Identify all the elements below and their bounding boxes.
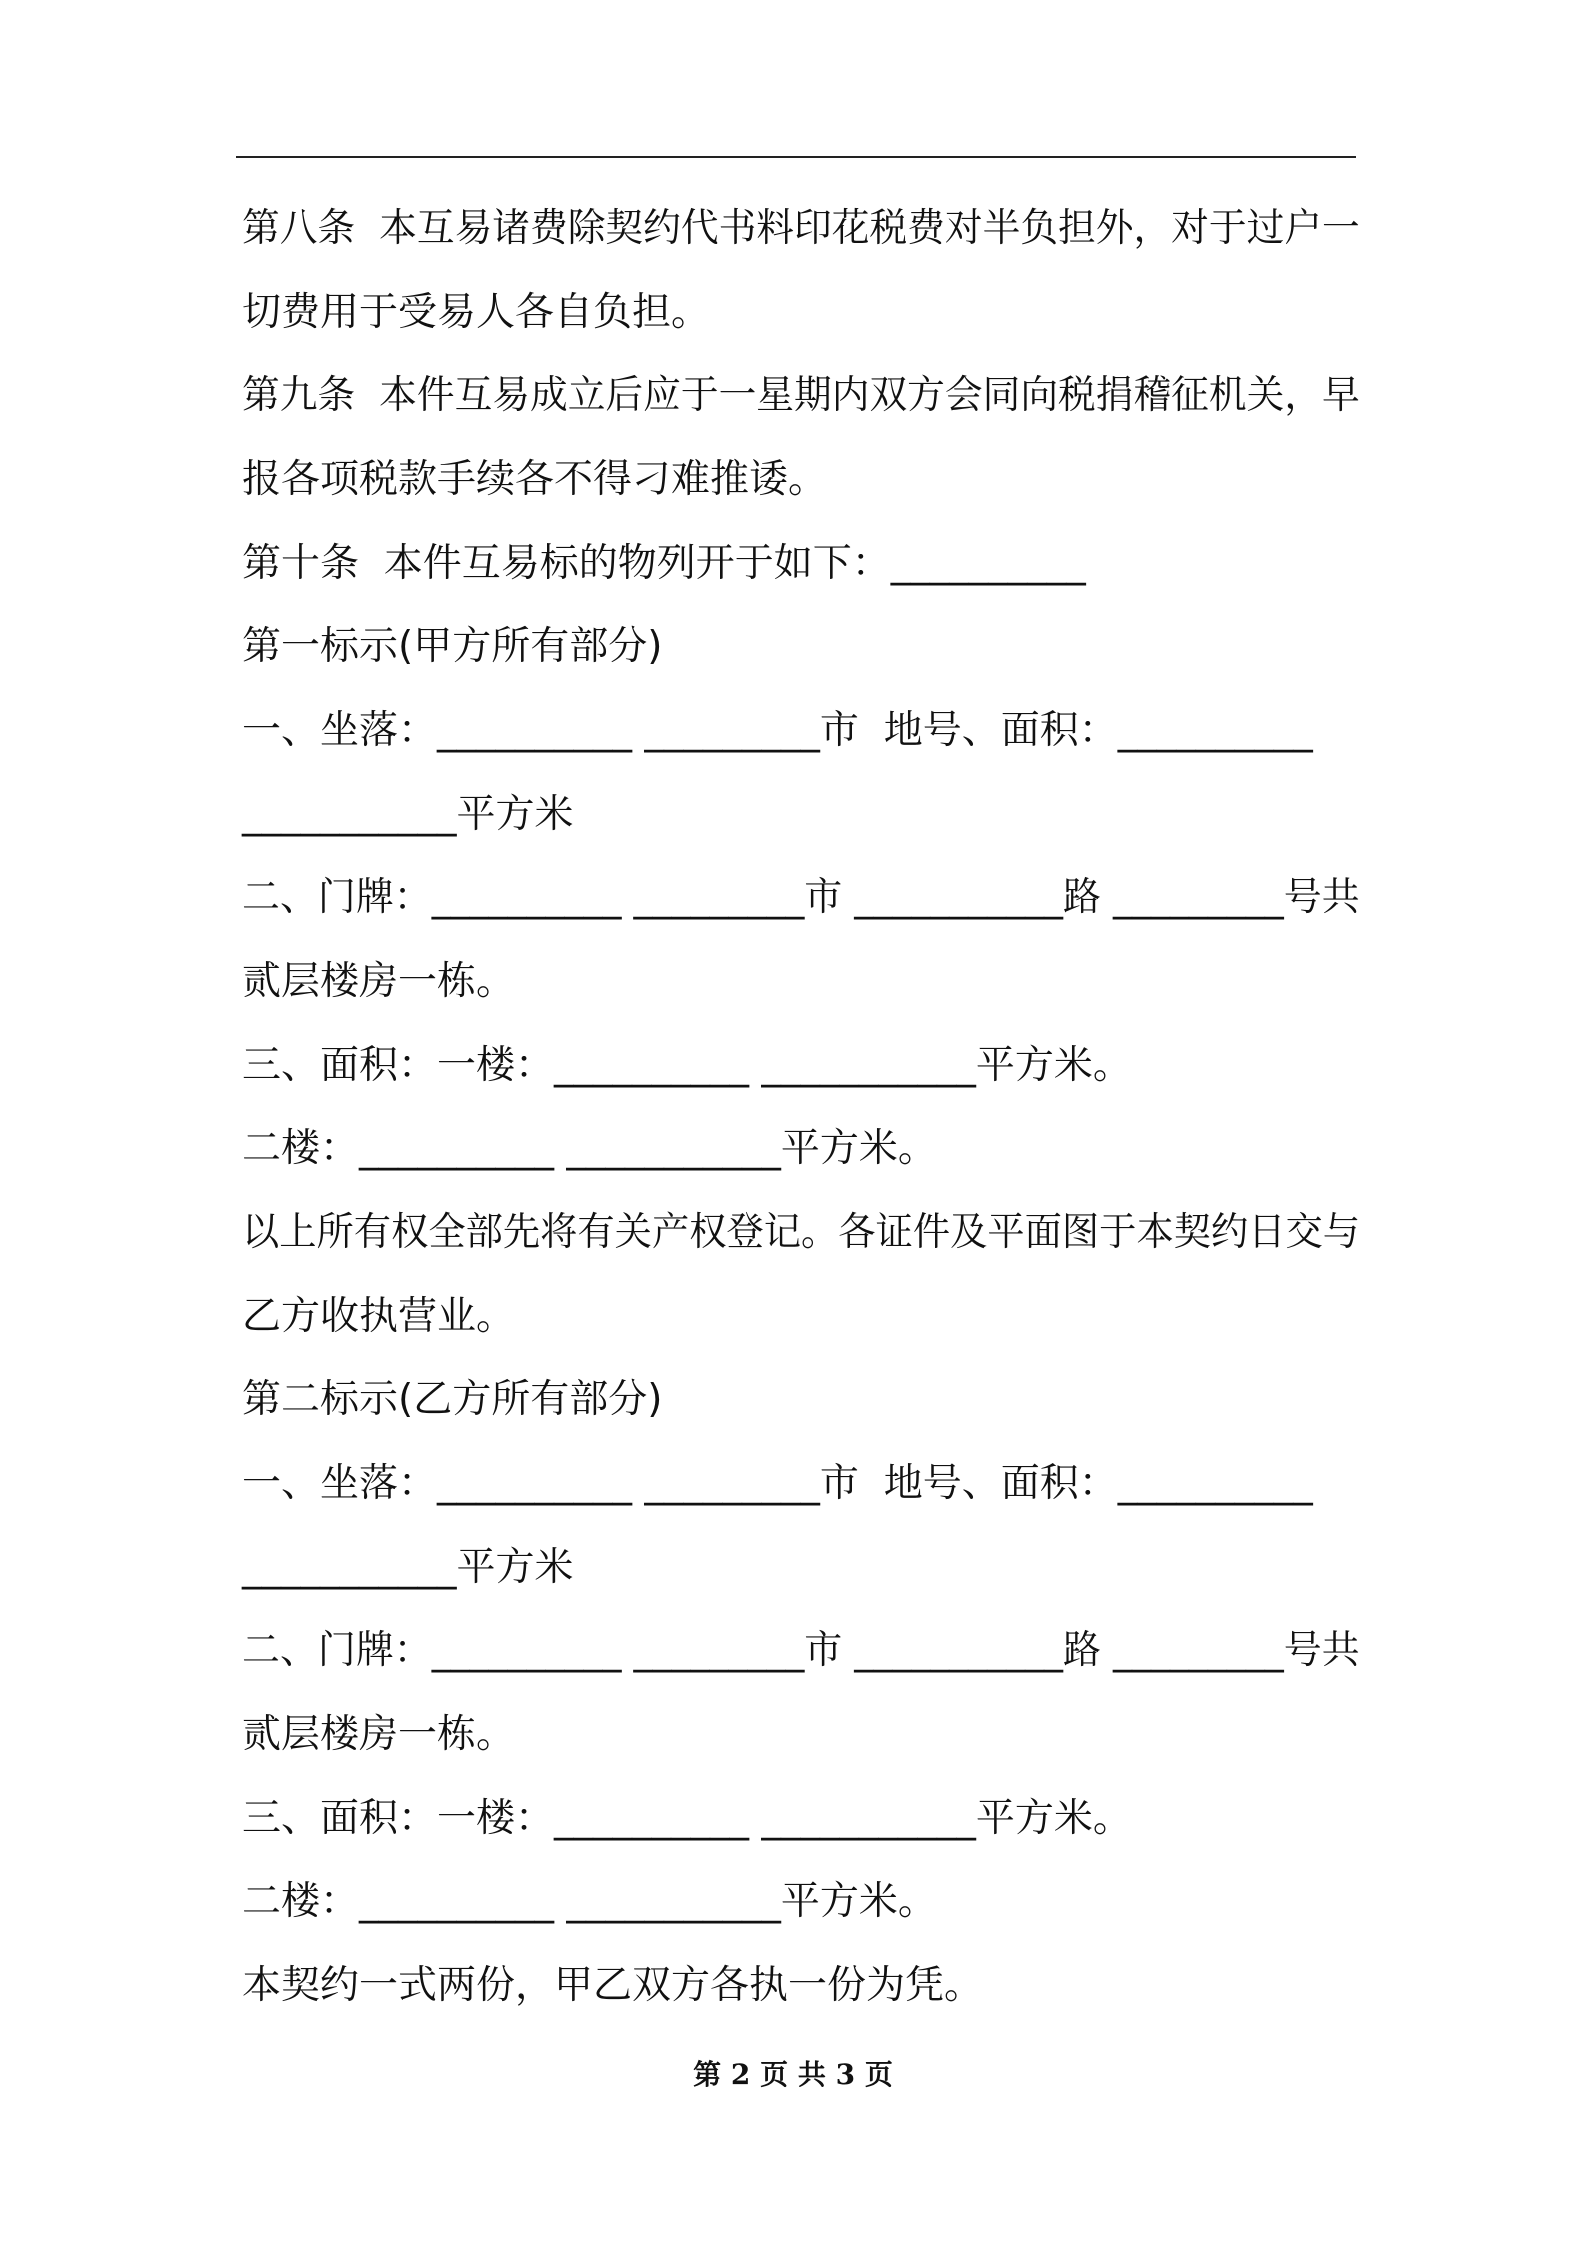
registration-note-line-1: 以上所有权全部先将有关产权登记。各证件及平面图于本契约日交与 [242, 1210, 1361, 1255]
article-9-line-1: 第九条 本件互易成立后应于一星期内双方会同向税捐稽征机关，早 [242, 373, 1360, 418]
copies-statement: 本契约一式两份，甲乙双方各执一份为凭。 [242, 1963, 984, 2008]
page-number-footer: 第 2 页 共 3 页 [693, 2058, 893, 2091]
first-listing-heading: 第一标示(甲方所有部分) [242, 624, 663, 669]
first-listing-location-line-1: 一、坐落：__________ _________市 地号、面积：__________ [242, 708, 1313, 753]
second-listing-area-floor-1: 三、面积：一楼：__________ ___________平方米。 [242, 1796, 1132, 1841]
article-8-line-1: 第八条 本互易诸费除契约代书料印花税费对半负担外，对于过户一 [242, 206, 1360, 251]
header-rule [236, 156, 1356, 158]
second-listing-address-line-2: 贰层楼房一栋。 [242, 1712, 516, 1757]
first-listing-location-line-2: ___________平方米 [242, 792, 574, 837]
second-listing-address-line-1: 二、门牌：__________ _________市 ___________路 _________号共 [242, 1628, 1360, 1673]
first-listing-address-line-2: 贰层楼房一栋。 [242, 959, 516, 1004]
first-listing-area-floor-2: 二楼：__________ ___________平方米。 [242, 1126, 937, 1171]
article-9-line-2: 报各项税款手续各不得刁难推诿。 [242, 457, 828, 502]
first-listing-area-floor-1: 三、面积：一楼：__________ ___________平方米。 [242, 1043, 1132, 1088]
second-listing-location-line-2: ___________平方米 [242, 1545, 574, 1590]
first-listing-address-line-1: 二、门牌：__________ _________市 ___________路 _________号共 [242, 875, 1360, 920]
second-listing-location-line-1: 一、坐落：__________ _________市 地号、面积：__________ [242, 1461, 1313, 1506]
second-listing-heading: 第二标示(乙方所有部分) [242, 1377, 663, 1422]
registration-note-line-2: 乙方收执营业。 [242, 1294, 516, 1339]
article-8-line-2: 切费用于受易人各自负担。 [242, 290, 711, 335]
article-10-line: 第十条 本件互易标的物列开于如下：__________ [242, 541, 1086, 586]
second-listing-area-floor-2: 二楼：__________ ___________平方米。 [242, 1879, 937, 1924]
